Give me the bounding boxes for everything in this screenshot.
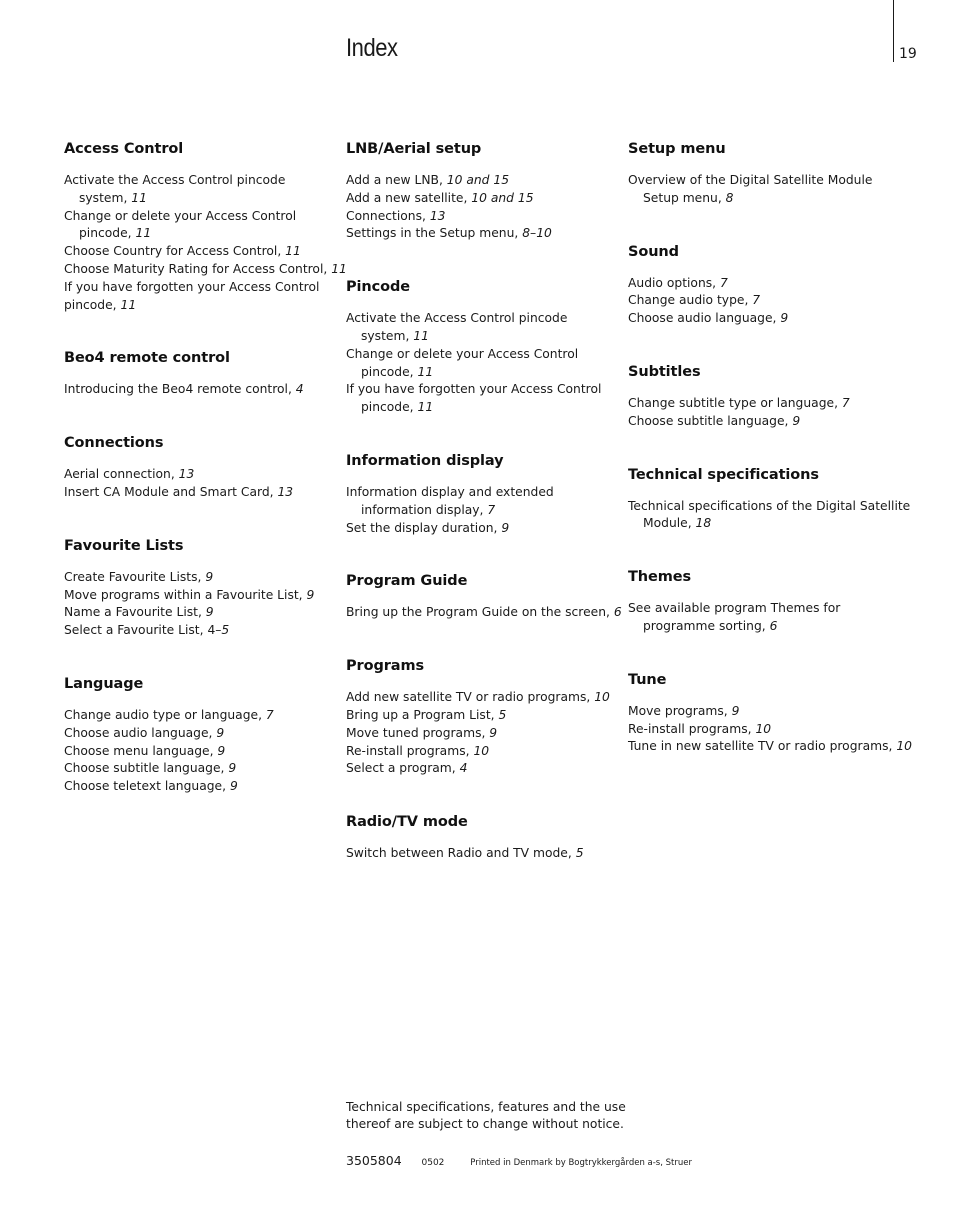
index-entry [628,721,928,739]
entry-text: If you have forgotten your Access Control [346,382,602,397]
index-entry [346,604,646,622]
entry-text: Change audio type, [628,293,753,308]
section-heading: Information display [346,452,504,469]
entry-text: Overview of the Digital Satellite Module [628,173,873,187]
index-entry [346,689,646,707]
index-entry [64,466,364,484]
index-section [628,569,928,636]
page-reference: 13 [178,467,195,482]
entry-text: Choose subtitle language, [628,413,793,428]
index-entry-continuation [346,502,646,520]
page-reference: 5 [575,846,584,861]
page-reference: 9 [217,743,226,758]
entry-text: Change or delete your Access Control [346,346,579,361]
index-entry [346,172,646,190]
entry-text: Select a program, [346,761,460,776]
index-entry [64,243,364,261]
entry-text: Setup menu, [643,190,726,205]
page-reference: 9 [205,605,214,620]
index-entry-continuation [628,515,928,533]
index-section [346,141,646,243]
index-entry [64,622,364,640]
entry-text: pincode, [64,297,121,312]
page-reference: 9 [216,725,225,740]
entry-text: Aerial connection, [64,467,179,482]
page-reference: 13 [277,484,294,499]
page-title: Index [346,34,398,62]
page-reference: 9 [229,779,238,794]
index-entry [64,279,364,297]
page-reference: 18 [695,516,712,531]
section-heading: Sound [628,243,679,260]
page-reference: 8 [725,190,734,205]
index-column-2 [346,141,646,899]
page-reference: 10 and 15 [446,173,510,187]
entry-text: See available program Themes for [628,601,841,616]
entry-text: Technical specifications of the Digital Satellite [628,498,911,513]
entry-text: Add a new LNB, [346,173,447,187]
section-heading: Pincode [346,279,410,296]
entry-text: Tune in new satellite TV or radio programs, [628,739,897,754]
index-entry-continuation [628,618,928,636]
entry-text: Activate the Access Control pincode [346,311,568,326]
index-column-1 [64,141,364,832]
page-reference: 6 [769,618,778,633]
index-entry [628,600,928,618]
entry-text: Choose teletext language, [64,779,230,794]
index-entry-continuation [64,190,364,208]
section-heading: Subtitles [628,363,701,380]
document-number: 3505804 [346,1153,402,1168]
section-heading: Favourite Lists [64,537,184,554]
section-heading: LNB/Aerial setup [346,141,482,157]
page-reference: 11 [135,226,152,241]
entry-text: Choose subtitle language, [64,761,229,776]
index-entry [64,707,364,725]
page-reference: 9 [228,761,237,776]
page-reference: 5 [498,707,507,722]
index-entry [628,310,928,328]
entry-text: Add new satellite TV or radio programs, [346,690,595,705]
page-reference: 10 [473,743,490,758]
index-section [346,814,646,863]
index-entry-continuation [346,328,646,346]
entry-text: Choose audio language, [64,725,217,740]
index-entry [346,760,646,778]
index-entry-continuation [628,190,928,208]
entry-text: Introducing the Beo4 remote control, [64,382,296,397]
index-entry [64,172,364,190]
index-entry [628,172,928,190]
entry-text: Audio options, [628,275,720,290]
page-reference: 11 [285,244,301,259]
entry-text: system, [361,328,414,343]
index-entry [346,208,646,226]
index-entry [346,346,646,364]
entry-text: Re-install programs, [628,721,756,736]
index-entry [628,275,928,293]
index-entry [346,190,646,208]
printer-credit: Printed in Denmark by Bogtrykkergården a-s, Struer [470,1158,692,1168]
page-reference: 10 [896,739,912,754]
section-heading: Access Control [64,141,184,157]
page-reference: 9 [306,587,315,602]
page-reference: 11 [120,297,137,312]
section-heading: Technical specifications [628,466,819,483]
entry-text: Activate the Access Control pincode [64,173,286,187]
index-entry [64,484,364,502]
entry-text: Select a Favourite List, 4 [64,623,216,638]
entry-text: Move programs, [628,703,732,718]
entry-text: pincode, [361,364,418,379]
index-entry [64,778,364,796]
index-entry [628,703,928,721]
page-reference: 8–10 [522,226,552,241]
section-heading: Setup menu [628,141,726,157]
entry-text: Create Favourite Lists, [64,569,206,584]
section-heading: Connections [64,435,164,452]
section-heading: Programs [346,658,424,675]
index-entry [628,292,928,310]
page-reference: 9 [780,311,789,326]
page-reference: 10 [594,690,610,705]
entry-text: Switch between Radio and TV mode, [346,846,576,861]
entry-text: information display, [361,502,488,517]
page-number: 19 [899,46,917,62]
entry-text: Choose audio language, [628,311,781,326]
entry-text: If you have forgotten your Access Control [64,279,320,294]
notice-line: Technical specifications, features and the use [346,1100,626,1114]
page-reference: 9 [489,725,498,740]
entry-text: Insert CA Module and Smart Card, [64,484,278,499]
section-heading: Program Guide [346,573,468,590]
page-reference: 4 [459,761,468,776]
index-section [346,279,646,417]
section-heading: Tune [628,671,667,688]
entry-text: Bring up the Program Guide on the screen, [346,605,614,620]
entry-text: Choose Country for Access Control, [64,244,286,259]
index-entry [628,413,928,431]
entry-text: Move programs within a Favourite List, [64,587,307,602]
index-entry [346,310,646,328]
index-entry [628,738,928,756]
section-heading: Themes [628,569,692,586]
index-entry-tail [64,297,364,315]
index-entry [64,569,364,587]
entry-text: Information display and extended [346,484,554,499]
entry-text: Change audio type or language, [64,707,266,722]
entry-text: Re-install programs, [346,743,474,758]
entry-text: Bring up a Program List, [346,707,499,722]
page-reference: –5 [215,623,230,638]
index-column-3 [628,141,928,792]
index-section [346,658,646,778]
page-reference: 11 [417,400,434,415]
entry-text: Set the display duration, [346,520,502,535]
index-section [64,350,364,399]
index-entry [346,520,646,538]
index-entry [64,725,364,743]
entry-text: Name a Favourite List, [64,605,206,620]
index-entry-continuation [346,364,646,382]
page-reference: 9 [501,520,510,535]
index-section [628,141,928,208]
page-reference: 6 [613,605,622,620]
entry-text: Change subtitle type or language, [628,395,842,410]
entry-text: Connections, [346,208,430,223]
page-reference: 11 [417,364,434,379]
index-entry [346,225,646,243]
header-rule [893,0,894,62]
footer [346,1153,692,1168]
section-heading: Language [64,675,144,692]
page-reference: 7 [487,502,496,517]
page-reference: 10 and 15 [471,190,534,205]
index-entry [346,725,646,743]
notice-line: thereof are subject to change without notice. [346,1117,624,1131]
page-reference: 7 [719,275,728,290]
entry-text: Choose menu language, [64,743,218,758]
index-entry [346,845,646,863]
index-section [346,453,646,537]
page-reference: 7 [752,293,761,308]
page-reference: 10 [755,721,772,736]
page-reference: 9 [792,413,801,428]
entry-text: Add a new satellite, [346,190,472,205]
entry-text: Move tuned programs, [346,725,490,740]
index-entry [64,587,364,605]
index-section [628,467,928,534]
page-reference: 7 [841,395,850,410]
entry-text: Choose Maturity Rating for Access Control, [64,261,332,276]
index-section [64,435,364,502]
entry-text: pincode, [79,226,136,241]
index-entry [346,484,646,502]
index-entry [64,261,364,279]
index-entry-continuation [346,399,646,417]
index-entry [346,707,646,725]
index-section [64,141,364,314]
section-heading: Beo4 remote control [64,350,230,367]
index-section [628,672,928,756]
index-section [64,676,364,796]
entry-text: Module, [643,516,696,531]
page-reference: 13 [429,208,446,223]
index-entry [64,743,364,761]
index-entry [64,604,364,622]
page-reference: 11 [413,328,429,343]
print-code: 0502 [421,1158,445,1168]
entry-text: system, [79,190,132,205]
index-section [346,573,646,622]
index-section [628,364,928,431]
page-reference: 9 [731,703,740,718]
index-entry [64,381,364,399]
page-reference: 11 [131,190,147,205]
page-reference: 4 [295,382,304,397]
index-entry [346,381,646,399]
section-heading: Radio/TV mode [346,814,468,831]
index-entry [628,498,928,516]
index-entry [64,208,364,226]
index-entry [628,395,928,413]
index-entry [346,743,646,761]
index-section [64,538,364,640]
page-reference: 11 [331,261,347,276]
entry-text: Change or delete your Access Control [64,208,297,223]
entry-text: Settings in the Setup menu, [346,226,523,241]
index-section [628,244,928,328]
index-entry-continuation [64,225,364,243]
change-notice [346,1099,646,1133]
entry-text: programme sorting, [643,618,770,633]
entry-text: pincode, [361,400,418,415]
index-entry [64,760,364,778]
page-reference: 7 [265,707,274,722]
page-reference: 9 [205,569,214,584]
